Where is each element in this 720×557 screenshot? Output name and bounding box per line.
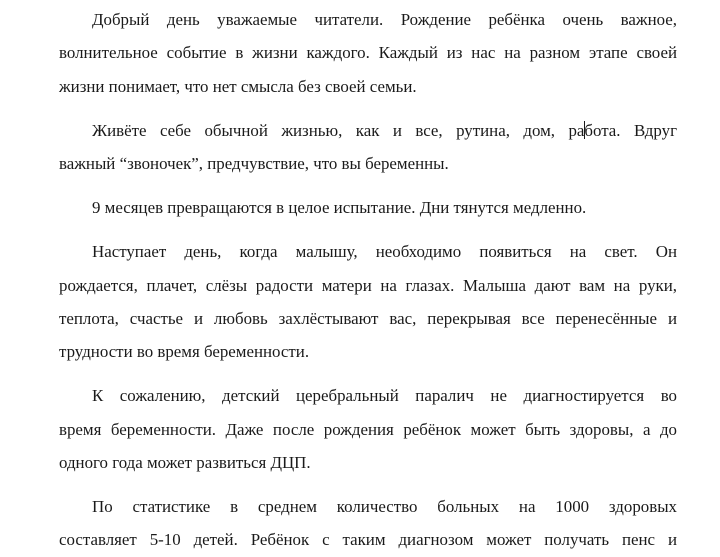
text-line: время беременности. Даже после рождения ребёнок может быть здоровы, а до: [59, 419, 677, 439]
paragraph: [59, 3, 677, 103]
text-line: теплота, счастье и любовь захлёстывают вас, перекрывая все перенесённые и: [59, 308, 677, 328]
paragraph: [59, 191, 677, 224]
paragraph: [59, 490, 677, 557]
text-line: составляет 5-10 детей. Ребёнок с таким диагнозом может получать пенс и: [59, 530, 677, 550]
text-line: жизни понимает, что нет смысла без своей семьи.: [59, 76, 417, 96]
paragraph: [59, 114, 677, 181]
text-line-with-cursor: [59, 114, 677, 147]
text-line: 9 месяцев превращаются в целое испытание. Дни тянутся медленно.: [92, 198, 587, 218]
text-line: рождается, плачет, слёзы радости матери на глазах. Малыша дают вам на руки,: [59, 275, 677, 295]
paragraph: [59, 379, 677, 479]
text-line: одного года может развиться ДЦП.: [59, 453, 311, 473]
text-segment: бота. Вдруг: [584, 120, 677, 140]
document-body[interactable]: [59, 3, 677, 557]
paragraph: [59, 235, 677, 369]
text-line: По статистике в среднем количество больных на 1000 здоровых: [92, 497, 677, 517]
text-line: Добрый день уважаемые читатели. Рождение ребёнка очень важное,: [92, 10, 677, 29]
text-line: Наступает день, когда малышу, необходимо появиться на свет. Он: [92, 242, 677, 262]
text-line: важный “звоночек”, предчувствие, что вы беременны.: [59, 154, 449, 174]
text-line: К сожалению, детский церебральный паралич не диагностируется во: [92, 386, 677, 406]
text-line: волнительное событие в жизни каждого. Каждый из нас на разном этапе своей: [59, 43, 677, 63]
text-line: трудности во время беременности.: [59, 342, 310, 362]
text-segment: Живёте себе обычной жизнью, как и все, рутина, дом, ра: [92, 120, 585, 140]
